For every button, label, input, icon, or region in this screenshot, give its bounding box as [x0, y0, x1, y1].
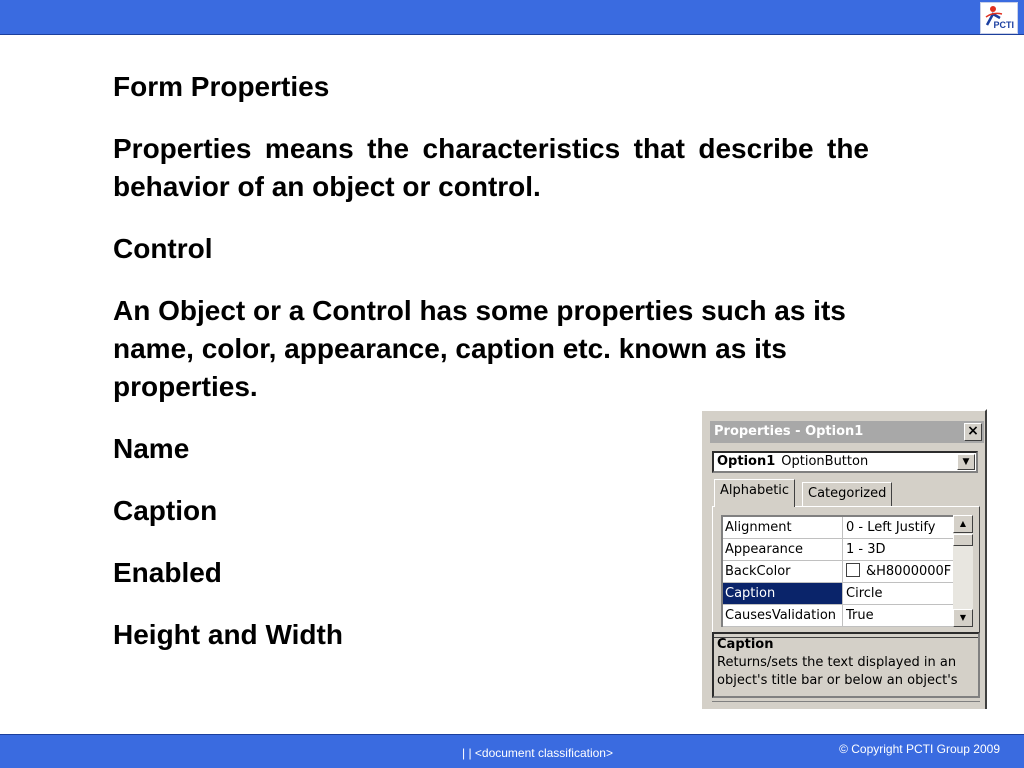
list-item-enabled: Enabled	[113, 557, 222, 588]
property-row[interactable]	[723, 539, 953, 561]
backcolor-value: &H8000000F	[866, 564, 952, 579]
chevron-down-icon[interactable]: ▼	[957, 454, 975, 470]
properties-window-title	[710, 421, 984, 443]
property-panel	[712, 506, 980, 638]
object-type: OptionButton	[781, 454, 869, 469]
scroll-down-icon[interactable]: ▼	[953, 609, 973, 627]
property-row-selected[interactable]	[723, 583, 953, 605]
property-value[interactable]: True	[846, 608, 874, 623]
property-name: Appearance	[723, 539, 843, 560]
property-value[interactable]: Circle	[846, 586, 883, 601]
property-value[interactable]: 1 - 3D	[846, 542, 886, 557]
property-row[interactable]	[723, 605, 953, 627]
object-name: Option1	[717, 454, 776, 469]
property-name: BackColor	[723, 561, 843, 582]
description-text: Returns/sets the text displayed in an object's title bar or below an object's	[717, 655, 958, 688]
tab-categorized[interactable]: Categorized	[802, 482, 892, 506]
property-name: CausesValidation	[723, 605, 843, 626]
property-value[interactable]	[843, 561, 953, 582]
header-bar	[0, 0, 1024, 35]
window-title-text: Properties - Option1	[714, 424, 864, 439]
property-grid	[721, 515, 953, 627]
properties-definition: Properties means the characteristics that describe the behavior of an object or control.	[113, 133, 869, 202]
footer-bar	[0, 734, 1024, 768]
close-button[interactable]: ×	[964, 423, 982, 441]
object-selector[interactable]	[712, 451, 978, 473]
control-heading: Control	[113, 233, 213, 264]
scroll-up-icon[interactable]: ▲	[953, 515, 973, 533]
description-pane	[712, 632, 980, 698]
property-row[interactable]	[723, 561, 953, 583]
copyright-text: © Copyright PCTI Group 2009	[839, 742, 1000, 756]
logo-text: PCTI	[993, 20, 1014, 30]
color-swatch	[846, 563, 860, 577]
property-name: Alignment	[723, 517, 843, 538]
tab-alphabetic[interactable]: Alphabetic	[714, 479, 795, 507]
description-title: Caption	[717, 637, 774, 652]
control-text: An Object or a Control has some properties such as its name, color, appearance, caption etc. known as its properties.	[113, 295, 846, 402]
property-name: Caption	[723, 583, 843, 604]
document-classification: | | <document classification>	[462, 746, 613, 760]
window-bottom-edge	[712, 701, 980, 709]
list-item-caption: Caption	[113, 495, 218, 526]
list-item-name: Name	[113, 433, 190, 464]
properties-window	[700, 409, 987, 709]
scroll-thumb[interactable]	[953, 534, 973, 546]
list-item-height-width: Height and Width	[113, 619, 343, 650]
slide-title: Form Properties	[113, 71, 330, 102]
scrollbar[interactable]	[953, 515, 973, 627]
property-row[interactable]	[723, 517, 953, 539]
pcti-logo	[980, 2, 1018, 34]
property-value[interactable]: 0 - Left Justify	[846, 520, 936, 535]
